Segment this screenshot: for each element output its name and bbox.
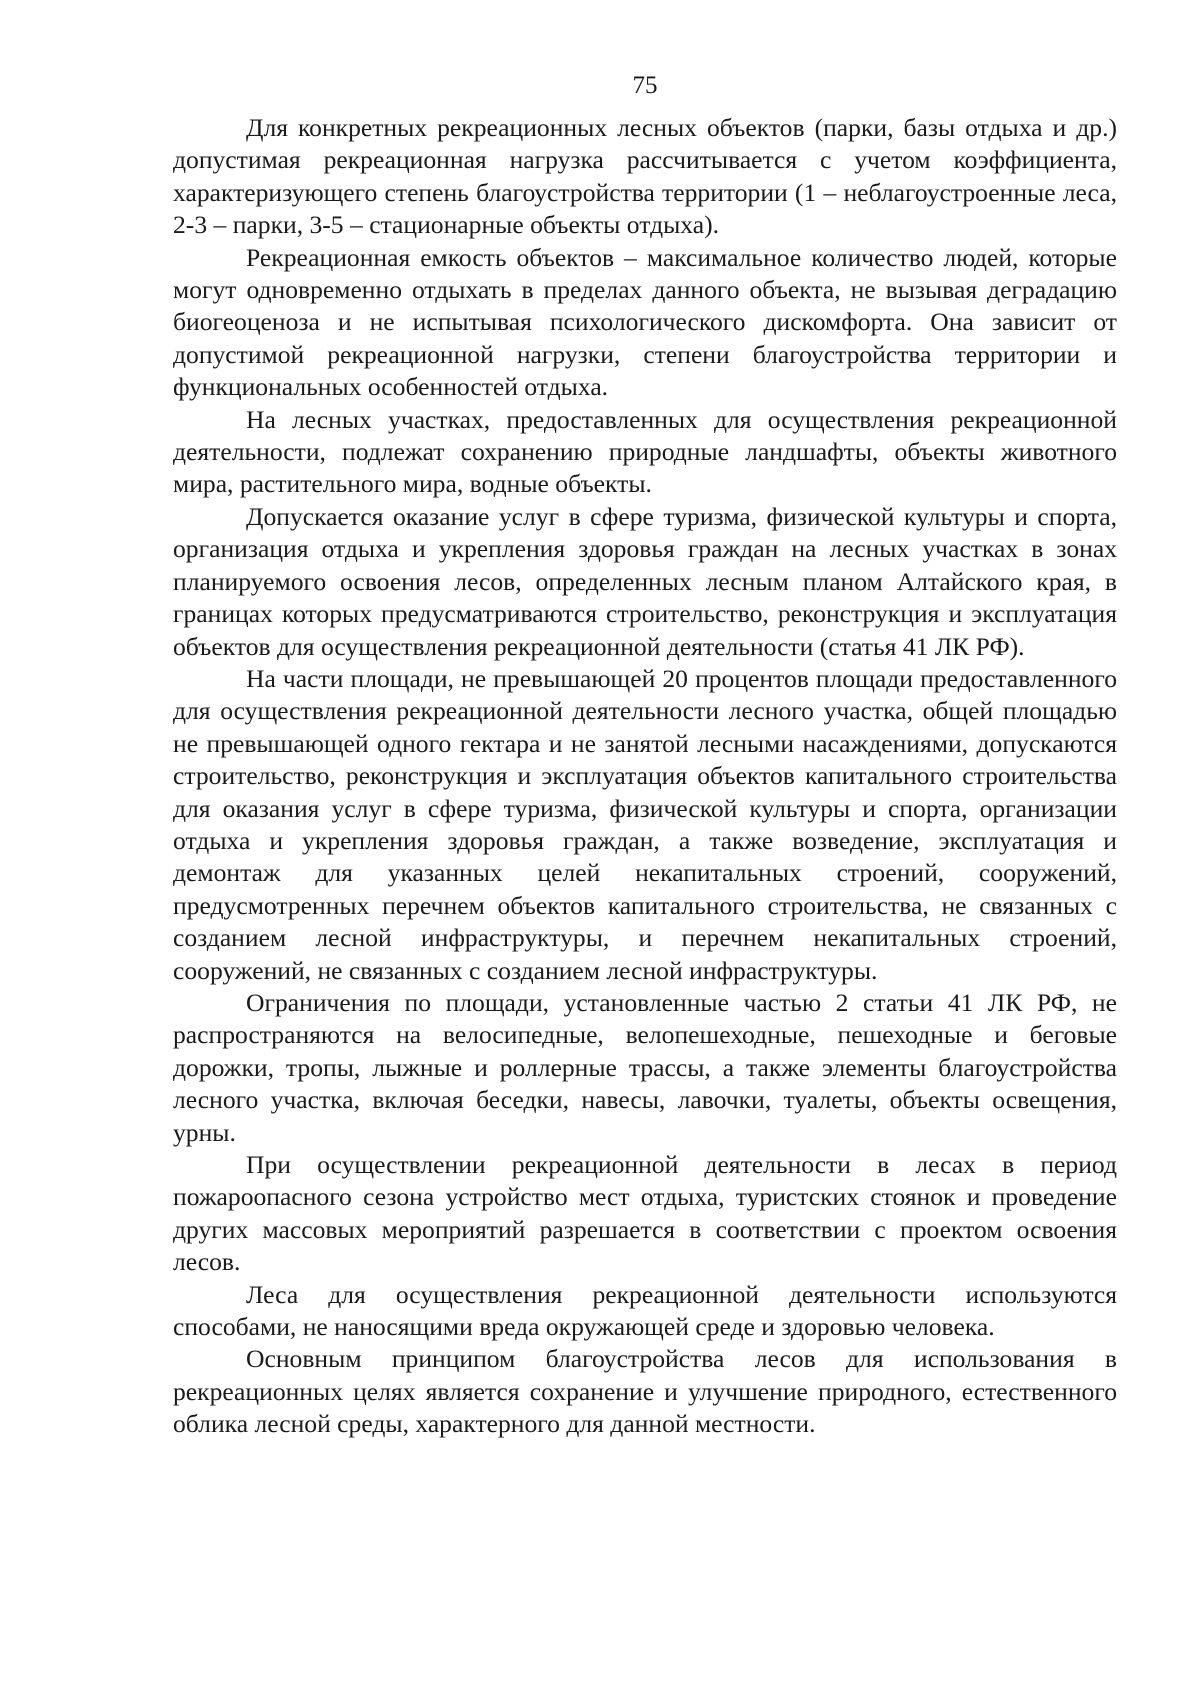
paragraph-area-restrictions: Ограничения по площади, установленные частью 2 статьи 41 ЛК РФ, не распространяются на велосипедные, велопешеходные, пешеходные и беговые дорожки, тропы, лыжные и роллерные трассы, а также элементы благоустройства лесного участка, включая беседки, навесы, лавочки, туалеты, объекты освещения, урны. [173,987,1117,1147]
paragraph-harmless-use: Леса для осуществления рекреационной деятельности используются способами, не наносящими вреда окружающей среде и здоровью человека. [173,1279,1117,1342]
document-body [173,112,1117,1441]
paragraph-landscaping-principle: Основным принципом благоустройства лесов для использования в рекреационных целях является сохранение и улучшение природного, естественного облика лесной среды, характерного для данной местности. [173,1344,1117,1439]
paragraph-capital-construction: На части площади, не превышающей 20 процентов площади предоставленного для осуществления рекреационной деятельности лесного участка, общей площадью не превышающей одного гектара и не занятой лесными насаждениями, допускаются строительство, реконструкция и эксплуатация объектов капитального строительства для оказания услуг в сфере туризма, физической культуры и спорта, организации отдыха и укрепления здоровья граждан, а также возведение, эксплуатация и демонтаж для указанных целей некапитальных строений, сооружений, предусмотренных перечнем объектов капитального строительства, не связанных с созданием лесной инфраструктуры, и перечнем некапитальных строений, сооружений, не связанных с созданием лесной инфраструктуры. [173,663,1117,985]
paragraph-fire-season: При осуществлении рекреационной деятельности в лесах в период пожароопасного сезона устройство мест отдыха, туристских стоянок и проведение других массовых мероприятий разрешается в соответствии с проектом освоения лесов. [173,1150,1117,1277]
paragraph-landscape-preservation: На лесных участках, предоставленных для осуществления рекреационной деятельности, подлежат сохранению природные ландшафты, объекты животного мира, растительного мира, водные объекты. [173,404,1117,499]
page-number: 75 [632,72,658,99]
paragraph-recreational-load: Для конкретных рекреационных лесных объектов (парки, базы отдыха и др.) допустимая рекреационная нагрузка рассчитывается с учетом коэффициента, характеризующего степень благоустройства территории (1 – неблагоустроенные леса, 2-3 – парки, 3-5 – стационарные объекты отдыха). [173,113,1117,240]
paragraph-recreational-capacity: Рекреационная емкость объектов – максимальное количество людей, которые могут одновременно отдыхать в пределах данного объекта, не вызывая деградацию биогеоценоза и не испытывая психологического дискомфорта. Она зависит от допустимой рекреационной нагрузки, степени благоустройства территории и функциональных особенностей отдыха. [173,242,1117,402]
paragraph-tourism-services: Допускается оказание услуг в сфере туризма, физической культуры и спорта, организация отдыха и укрепления здоровья граждан на лесных участках в зонах планируемого освоения лесов, определенных лесным планом Алтайского края, в границах которых предусматриваются строительство, реконструкция и эксплуатация объектов для осуществления рекреационной деятельности (статья 41 ЛК РФ). [173,501,1117,661]
